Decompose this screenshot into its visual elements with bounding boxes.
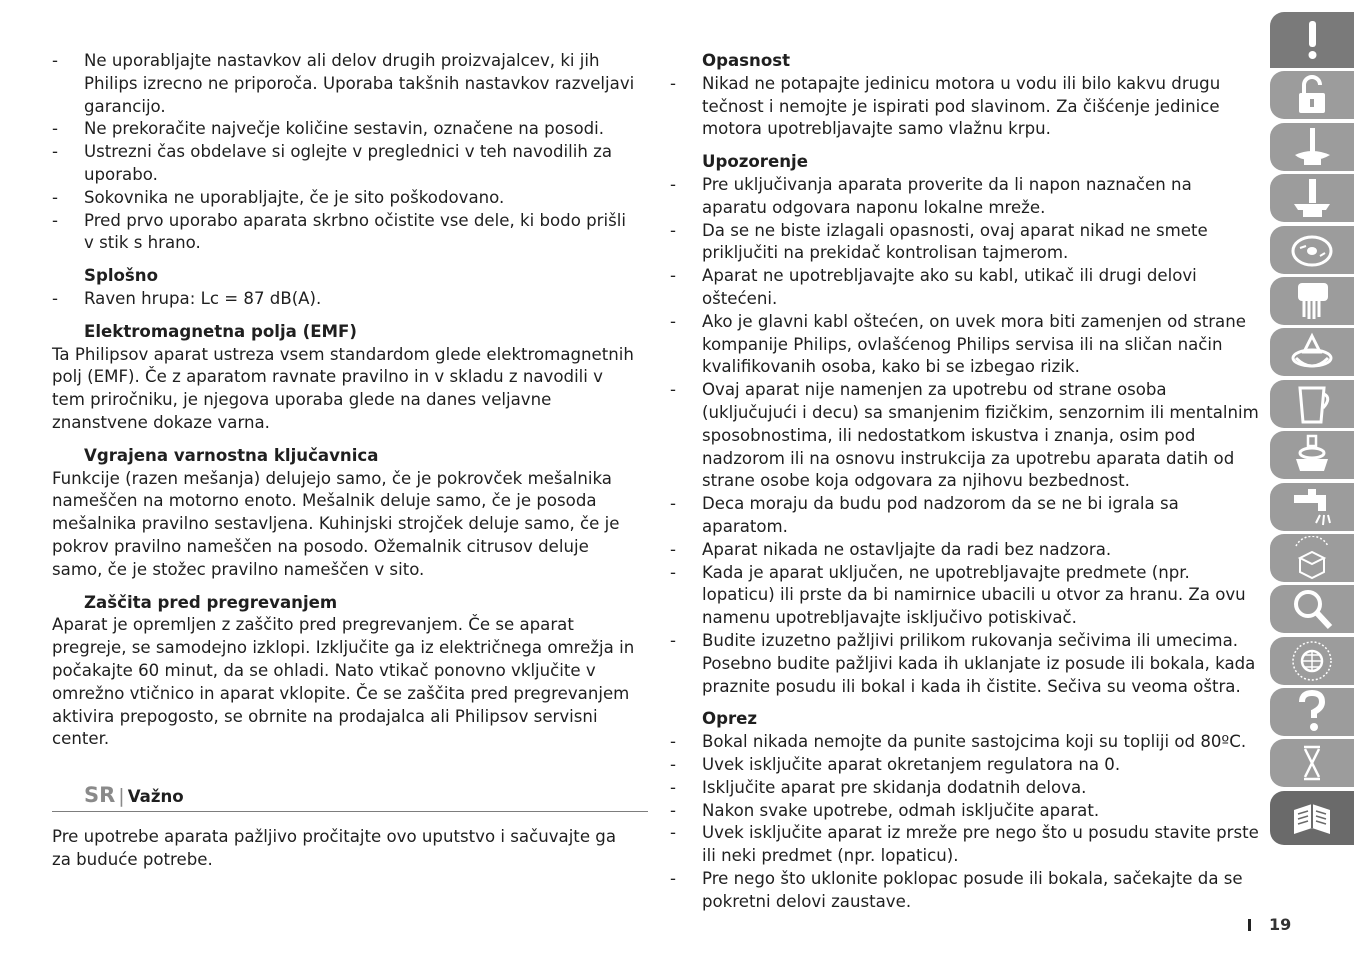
chapter-tab[interactable] [1270,12,1354,68]
language-separator: | [118,785,125,808]
magnifier-icon [1290,587,1334,631]
list-item: - Deca moraju da budu pod nadzorom da se ne bi igrala sa aparatom. [670,493,1260,539]
chapter-tab[interactable] [1270,277,1354,325]
chopper-blade-icon [1290,176,1334,220]
list-item: - Pre uključivanja aparata proverite da li napon naznačen na aparatu odgovara naponu lokalne mreže. [670,174,1260,220]
chapter-tab[interactable] [1270,71,1354,119]
chapter-tab[interactable] [1270,123,1354,171]
list-item: - Kada je aparat uključen, ne upotrebljavajte predmete (npr. lopaticu) ili prste da bi namirnice ubacili u otvor za hranu. Za ovu namenu upotrebljavajte isključivo potiskivač. [670,562,1260,630]
language-section-header [52,784,648,812]
juicer-icon [1290,433,1334,477]
left-column [52,50,640,872]
sr-intro-paragraph: Pre upotrebe aparata pažljivo pročitajte ovo uputstvo i sačuvajte ga za buduće potrebe. [52,826,617,869]
safety-switch-paragraph: Funkcije (razen mešanja) delujejo samo, če je pokrovček mešalnika nameščen na motorno enoto. Mešalnik deluje samo, če je posoda mešalnika pravilno sestavljena. Kuhinjski strojček deluje samo, če je pokrov pravilno nameščen na posodo. Ožemalnik citrusov deluje samo, če je stožec pravilno nameščen v sito. [52,468,620,579]
jug-icon [1290,382,1334,426]
list-item: - Ako je glavni kabl oštećen, on uvek mora biti zamenjen od strane kompanije Philips, ovlašćenog Philips servisa ili na sličan način kvalifikovanih osoba, kako bi se izbegao rizik. [670,311,1260,379]
question-mark-icon [1290,690,1334,734]
disc-icon [1290,228,1334,272]
blender-blade-icon [1290,125,1334,169]
chapter-tab[interactable] [1270,431,1354,479]
oprez-list [670,731,1260,913]
opasnost-heading: Opasnost [702,51,791,70]
chapter-tab[interactable] [1270,174,1354,222]
book-icon [1290,796,1334,840]
splosno-list [52,288,640,311]
exclamation-icon [1290,18,1334,62]
whisk-icon [1290,279,1334,323]
chapter-tab[interactable] [1270,791,1354,845]
upozorenje-list [670,174,1260,698]
list-item: - Ustrezni čas obdelave si oglejte v preglednici v teh navodilih za uporabo. [52,141,640,187]
page-marker-bar [1248,919,1251,931]
list-item: - Da se ne biste izlagali opasnosti, ovaj aparat nikad ne smete priključiti na prekidač kontrolisan tajmerom. [670,220,1260,266]
list-item: - Raven hrupa: Lc = 87 dB(A). [52,288,640,311]
list-item: - Pre nego što uklonite poklopac posude ili bokala, sačekajte da se pokretni delovi zaustave. [670,868,1260,914]
chapter-tab[interactable] [1270,637,1354,685]
emf-paragraph: Ta Philipsov aparat ustreza vsem standardom glede elektromagnetnih polj (EMF). Če z aparatom ravnate pravilno in v skladu z navodili v tem priročniku, je njegova uporaba glede na danes veljavne znanstvene dokaze varna. [52,344,634,432]
chapter-tab[interactable] [1270,380,1354,428]
list-item: - Uvek isključite aparat iz mreže pre nego što u posudu stavite prste ili neki predmet (npr. lopaticu). [670,822,1260,868]
chapter-tab-strip [1270,12,1354,848]
emf-heading: Elektromagnetna polja (EMF) [84,321,357,341]
list-item: - Aparat ne upotrebljavajte ako su kabl, utikač ili drugi delovi oštećeni. [670,265,1260,311]
chapter-tab[interactable] [1270,739,1354,787]
splosno-heading: Splošno [84,266,159,286]
list-item: - Isključite aparat pre skidanja dodatnih delova. [670,777,1260,800]
list-item: - Ne prekoračite največje količine sestavin, označene na posodi. [52,118,640,141]
page-number-text: 19 [1269,915,1292,934]
upozorenje-heading: Upozorenje [702,152,809,172]
list-item: - Nikad ne potapajte jedinicu motora u vodu ili bilo kakvu drugu tečnost i nemojte je ispirati pod slavinom. Za čišćenje jedinice motora upotrebljavajte samo vlažnu krpu. [670,73,1260,141]
list-item: - Bokal nikada nemojte da punite sastojcima koji su topliji od 80ºC. [670,731,1260,754]
chapter-tab[interactable] [1270,328,1354,376]
right-column [670,50,1260,913]
globe-guarantee-icon [1290,639,1334,683]
list-item: - Ne uporabljajte nastavkov ali delov drugih proizvajalcev, ki jih Philips izrecno ne priporoča. Uporaba takšnih nastavkov razveljavi garancijo. [52,50,640,118]
section-title: Važno [127,787,184,807]
chapter-tab[interactable] [1270,688,1354,736]
chapter-tab[interactable] [1270,585,1354,633]
recycle-cross-icon [1290,741,1334,785]
list-item: - Ovaj aparat nije namenjen za upotrebu od strane osoba (uključujući i decu) sa smanjenim fizičkim, senzornim ili mentalnim sposobnostima, ili nedostatkom iskustva i znanja, osim pod nadzorom ili na osnovu instrukcija za upotrebu aparata datih od strane osobe koja odgovara za njihovu bezbednost. [670,379,1260,493]
oprez-heading: Oprez [702,709,758,729]
chapter-tab[interactable] [1270,226,1354,274]
list-item: - Sokovnika ne uporabljajte, če je sito poškodovano. [52,187,640,210]
citrus-press-icon [1290,330,1334,374]
chapter-tab[interactable] [1270,483,1354,531]
list-item: - Aparat nikada ne ostavljajte da radi bez nadzora. [670,539,1260,562]
storage-box-icon [1290,536,1334,580]
tap-icon [1290,485,1334,529]
page-number [1248,914,1291,937]
chapter-tab[interactable] [1270,534,1354,582]
opasnost-list [670,73,1260,141]
list-item: - Pred prvo uporabo aparata skrbno očistite vse dele, ki bodo prišli v stik s hrano. [52,210,640,256]
list-item: - Nakon svake upotrebe, odmah isključite aparat. [670,800,1260,823]
safety-switch-heading: Vgrajena varnostna ključavnica [84,445,379,465]
overheat-paragraph: Aparat je opremljen z zaščito pred pregrevanjem. Če se aparat pregreje, se samodejno izklopi. Izključite ga iz električnega omrežja in počakajte 60 minut, da se ohladi. Nato vtikač ponovno vključite v omrežno vtičnico in aparat vklopite. Če se zaščita pred pregrevanjem aktivira prepogosto, se obrnite na prodajalca ali Philipsov servisni center. [52,615,635,749]
list-item: - Uvek isključite aparat okretanjem regulatora na 0. [670,754,1260,777]
language-code: SR [84,783,116,808]
list-item: - Budite izuzetno pažljivi prilikom rukovanja sečivima ili umecima. Posebno budite pažljivi kada ih uklanjate iz posude ili bokala, kada praznite posudu ili bokal i kada ih čistite. Sečiva su veoma oštra. [670,630,1260,698]
overheat-heading: Zaščita pred pregrevanjem [84,592,338,612]
precautions-list [52,50,640,255]
unlock-icon [1290,73,1334,117]
